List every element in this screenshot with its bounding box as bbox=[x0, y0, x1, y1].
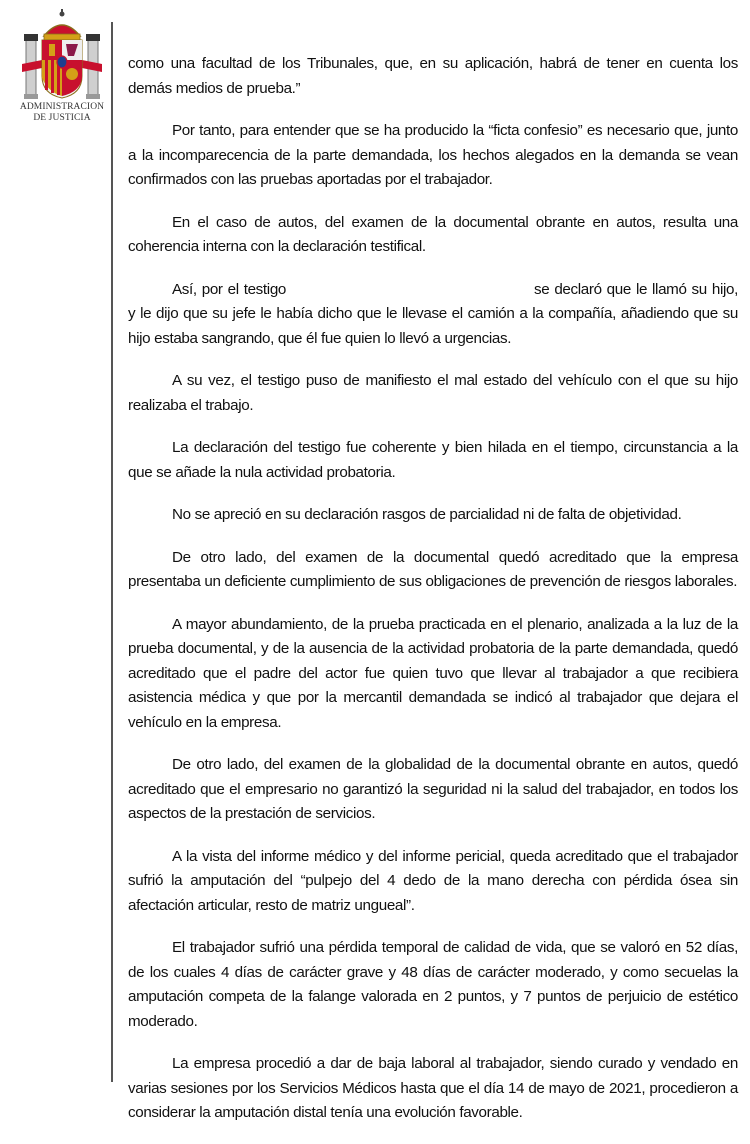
paragraph: No se apreció en su declaración rasgos de parcialidad ni de falta de objetividad. bbox=[172, 506, 682, 523]
paragraph: La declaración del testigo fue coherente y bien hilada en el tiempo, circunstancia a la que se añade la nula actividad probatoria. bbox=[128, 439, 738, 481]
document-body bbox=[128, 52, 738, 1144]
paragraph: Por tanto, para entender que se ha producido la “ficta confesio” es necesario que, junto a la incomparecencia de la parte demandada, los hechos alegados en la demanda se vean confirmados con las pruebas aportadas por el trabajador. bbox=[128, 122, 738, 188]
logo-line-1: ADMINISTRACION bbox=[19, 102, 105, 112]
header-logo bbox=[14, 6, 110, 134]
paragraph: A la vista del informe médico y del informe pericial, queda acreditado que el trabajador sufrió la amputación del “pulpejo del 4 dedo de la mano derecha con pérdida ósea sin afectación articular, resto de matriz ungueal”. bbox=[128, 847, 738, 914]
paragraph: A su vez, el testigo puso de manifiesto el mal estado del vehículo con el que su hijo realizaba el trabajo. bbox=[128, 372, 738, 414]
paragraph: En el caso de autos, del examen de la documental obrante en autos, resulta una coherencia interna con la declaración testifical. bbox=[128, 213, 738, 255]
paragraph: La empresa procedió a dar de baja laboral al trabajador, siendo curado y vendado en varias sesiones por los Servicios Médicos hasta que el día 14 de mayo de 2021, procedieron a considerar la amputación distal tenía una evolución favorable. bbox=[128, 1055, 738, 1121]
paragraph-text-before-redaction: Así, por el testigo bbox=[172, 280, 287, 298]
paragraph: De otro lado, del examen de la documental quedó acreditado que la empresa presentaba un deficiente cumplimiento de sus obligaciones de prevención de riesgos laborales. bbox=[128, 548, 738, 590]
coat-of-arms-icon bbox=[20, 6, 104, 102]
paragraph: como una facultad de los Tribunales, que, en su aplicación, habrá de tener en cuenta los demás medios de prueba.” bbox=[128, 55, 738, 97]
paragraph: El trabajador sufrió una pérdida temporal de calidad de vida, que se valoró en 52 días, de los cuales 4 días de carácter grave y 48 días de carácter moderado, y como secuelas la amputación competa de la falange valorada en 2 puntos, y 7 puntos de perjuicio de estético moderado. bbox=[128, 939, 738, 1030]
paragraph: A mayor abundamiento, de la prueba practicada en el plenario, analizada a la luz de la prueba documental, y de la ausencia de la actividad probatoria de la parte demandada, quedó acreditado que el padre del actor fue quien tuvo que llevar al trabajador a que recibiera asistencia médica y que por la mercantil demandada se indicó al trabajador que dejara el vehículo en la empresa. bbox=[128, 615, 738, 731]
paragraph bbox=[128, 278, 738, 352]
margin-rule bbox=[111, 22, 113, 1082]
paragraph: De otro lado, del examen de la globalidad de la documental obrante en autos, quedó acreditado que el empresario no garantizó la seguridad ni la salud del trabajador, en todos los aspectos de la prestación de servicios. bbox=[128, 756, 738, 822]
paragraph-text-after-redaction: se declaró que le llamó su hijo, y le dijo que su jefe le había dicho que le llevase el camión a la compañía, añadiendo que su hijo estaba sangrando, que él fue quien lo llevó a urgencias. bbox=[128, 280, 738, 347]
logo-line-2: DE JUSTICIA bbox=[33, 113, 91, 123]
